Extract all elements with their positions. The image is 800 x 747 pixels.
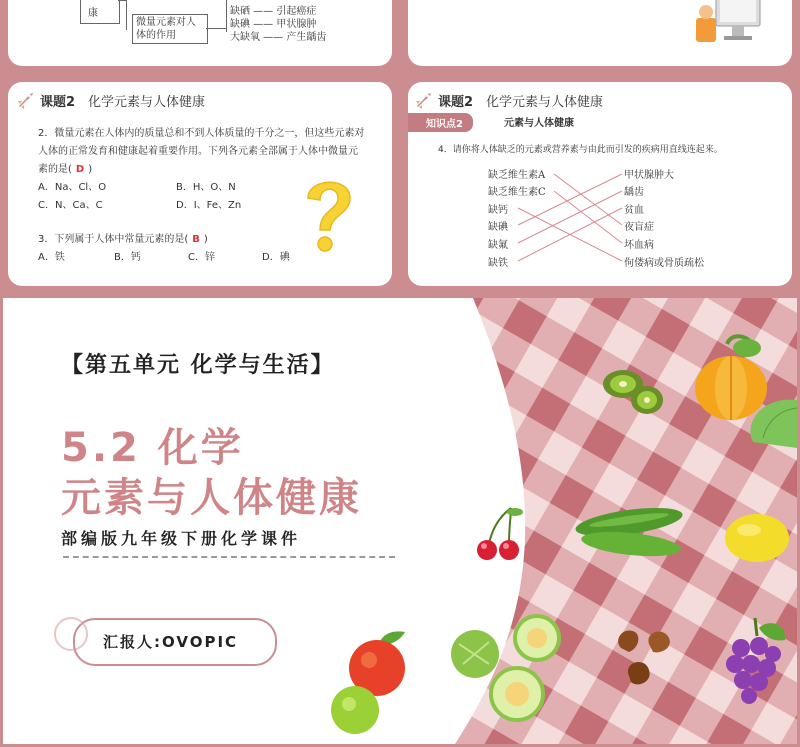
q3-stem: 3．下列属于人体中常量元素的是( B ) [38, 234, 208, 245]
line-row: 大缺氧 —— 产生龋齿 [230, 32, 327, 43]
header-title: 化学元素与人体健康 [88, 95, 206, 110]
left-item: 缺铁 [488, 258, 508, 269]
rocket-icon [16, 91, 36, 109]
q3-option-d: D．碘 [262, 252, 290, 263]
unit-heading: 【第五单元 化学与生活】 [61, 353, 335, 378]
line-row: 缺碘 —— 甲状腺肿 [230, 19, 317, 30]
right-item: 坏血病 [624, 240, 654, 251]
left-question-card [8, 82, 392, 286]
right-matching-card [408, 82, 792, 286]
left-item: 缺氟 [488, 240, 508, 251]
q2-option-a: A．Na、Cl、O [38, 182, 107, 193]
q3-option-a: A．铁 [38, 252, 65, 263]
box-label: 微量元素对人体的作用 [136, 17, 196, 41]
q2-option-c: C．N、Ca、C [38, 200, 103, 211]
header-label: 课题2 [438, 95, 474, 110]
top-left-card [8, 0, 392, 66]
right-item: 甲状腺肿大 [624, 170, 674, 181]
fragment-text: 康 [88, 8, 98, 19]
mindmap-box [80, 0, 120, 24]
reporter-badge [73, 618, 277, 666]
knowledge-point-title: 元素与人体健康 [504, 118, 574, 129]
q3-option-b: B．钙 [114, 252, 141, 263]
left-item: 缺乏维生素A [488, 170, 546, 181]
title-line2: 元素与人体健康 [61, 475, 362, 521]
right-item: 佝偻病或骨质疏松 [624, 258, 704, 269]
leafy-vegetable-illustration [743, 392, 797, 452]
q2-line2: 人体的正常发育和健康起着重要作用。下列各元素全部属于人体中微量元 [38, 146, 358, 157]
matching-lines [408, 82, 792, 286]
left-item: 缺钙 [488, 205, 508, 216]
lemon-illustration [723, 508, 793, 568]
kiwi-illustration [601, 362, 671, 418]
melon-illustration [449, 614, 579, 724]
right-item: 贫血 [624, 205, 644, 216]
top-right-card [408, 0, 792, 66]
q3-answer: B [192, 234, 200, 245]
left-item: 缺碘 [488, 222, 508, 233]
apples-illustration [325, 624, 425, 740]
cherries-illustration [469, 504, 529, 564]
q4-stem: 4．请你将人体缺乏的元素或营养素与由此而引发的疾病用直线连起来。 [438, 145, 723, 155]
q2-option-b: B．H、O、N [176, 182, 236, 193]
badge-circle-decoration [51, 614, 91, 654]
right-item: 夜盲症 [624, 222, 654, 233]
knowledge-point-tag: 知识点2 [408, 113, 473, 132]
q3-option-c: C．锌 [188, 252, 215, 263]
cucumber-illustration [569, 498, 689, 568]
reporter-label: 汇报人:OVOPIC [103, 633, 239, 651]
line-row: 缺硒 —— 引起癌症 [230, 6, 317, 17]
q2-line1: 2．微量元素在人体内的质量总和不到人体质量的千分之一，但这些元素对 [38, 128, 365, 139]
question-mark-icon [298, 174, 358, 254]
q2-line3: 素的是( D ) [38, 164, 93, 175]
computer-illustration [694, 0, 764, 48]
dashed-divider [63, 556, 395, 558]
chestnuts-illustration [609, 622, 679, 696]
q2-option-d: D．I、Fe、Zn [176, 200, 242, 211]
header-label: 课题2 [40, 95, 76, 110]
grapes-illustration [721, 614, 791, 714]
left-item: 缺乏维生素C [488, 187, 546, 198]
right-item: 龋齿 [624, 187, 644, 198]
subtitle: 部编版九年级下册化学课件 [61, 529, 302, 548]
title-line1: 5.2 化学 [61, 425, 244, 471]
header-title: 化学元素与人体健康 [486, 95, 604, 110]
title-slide [3, 298, 797, 744]
q2-answer: D [75, 164, 85, 175]
